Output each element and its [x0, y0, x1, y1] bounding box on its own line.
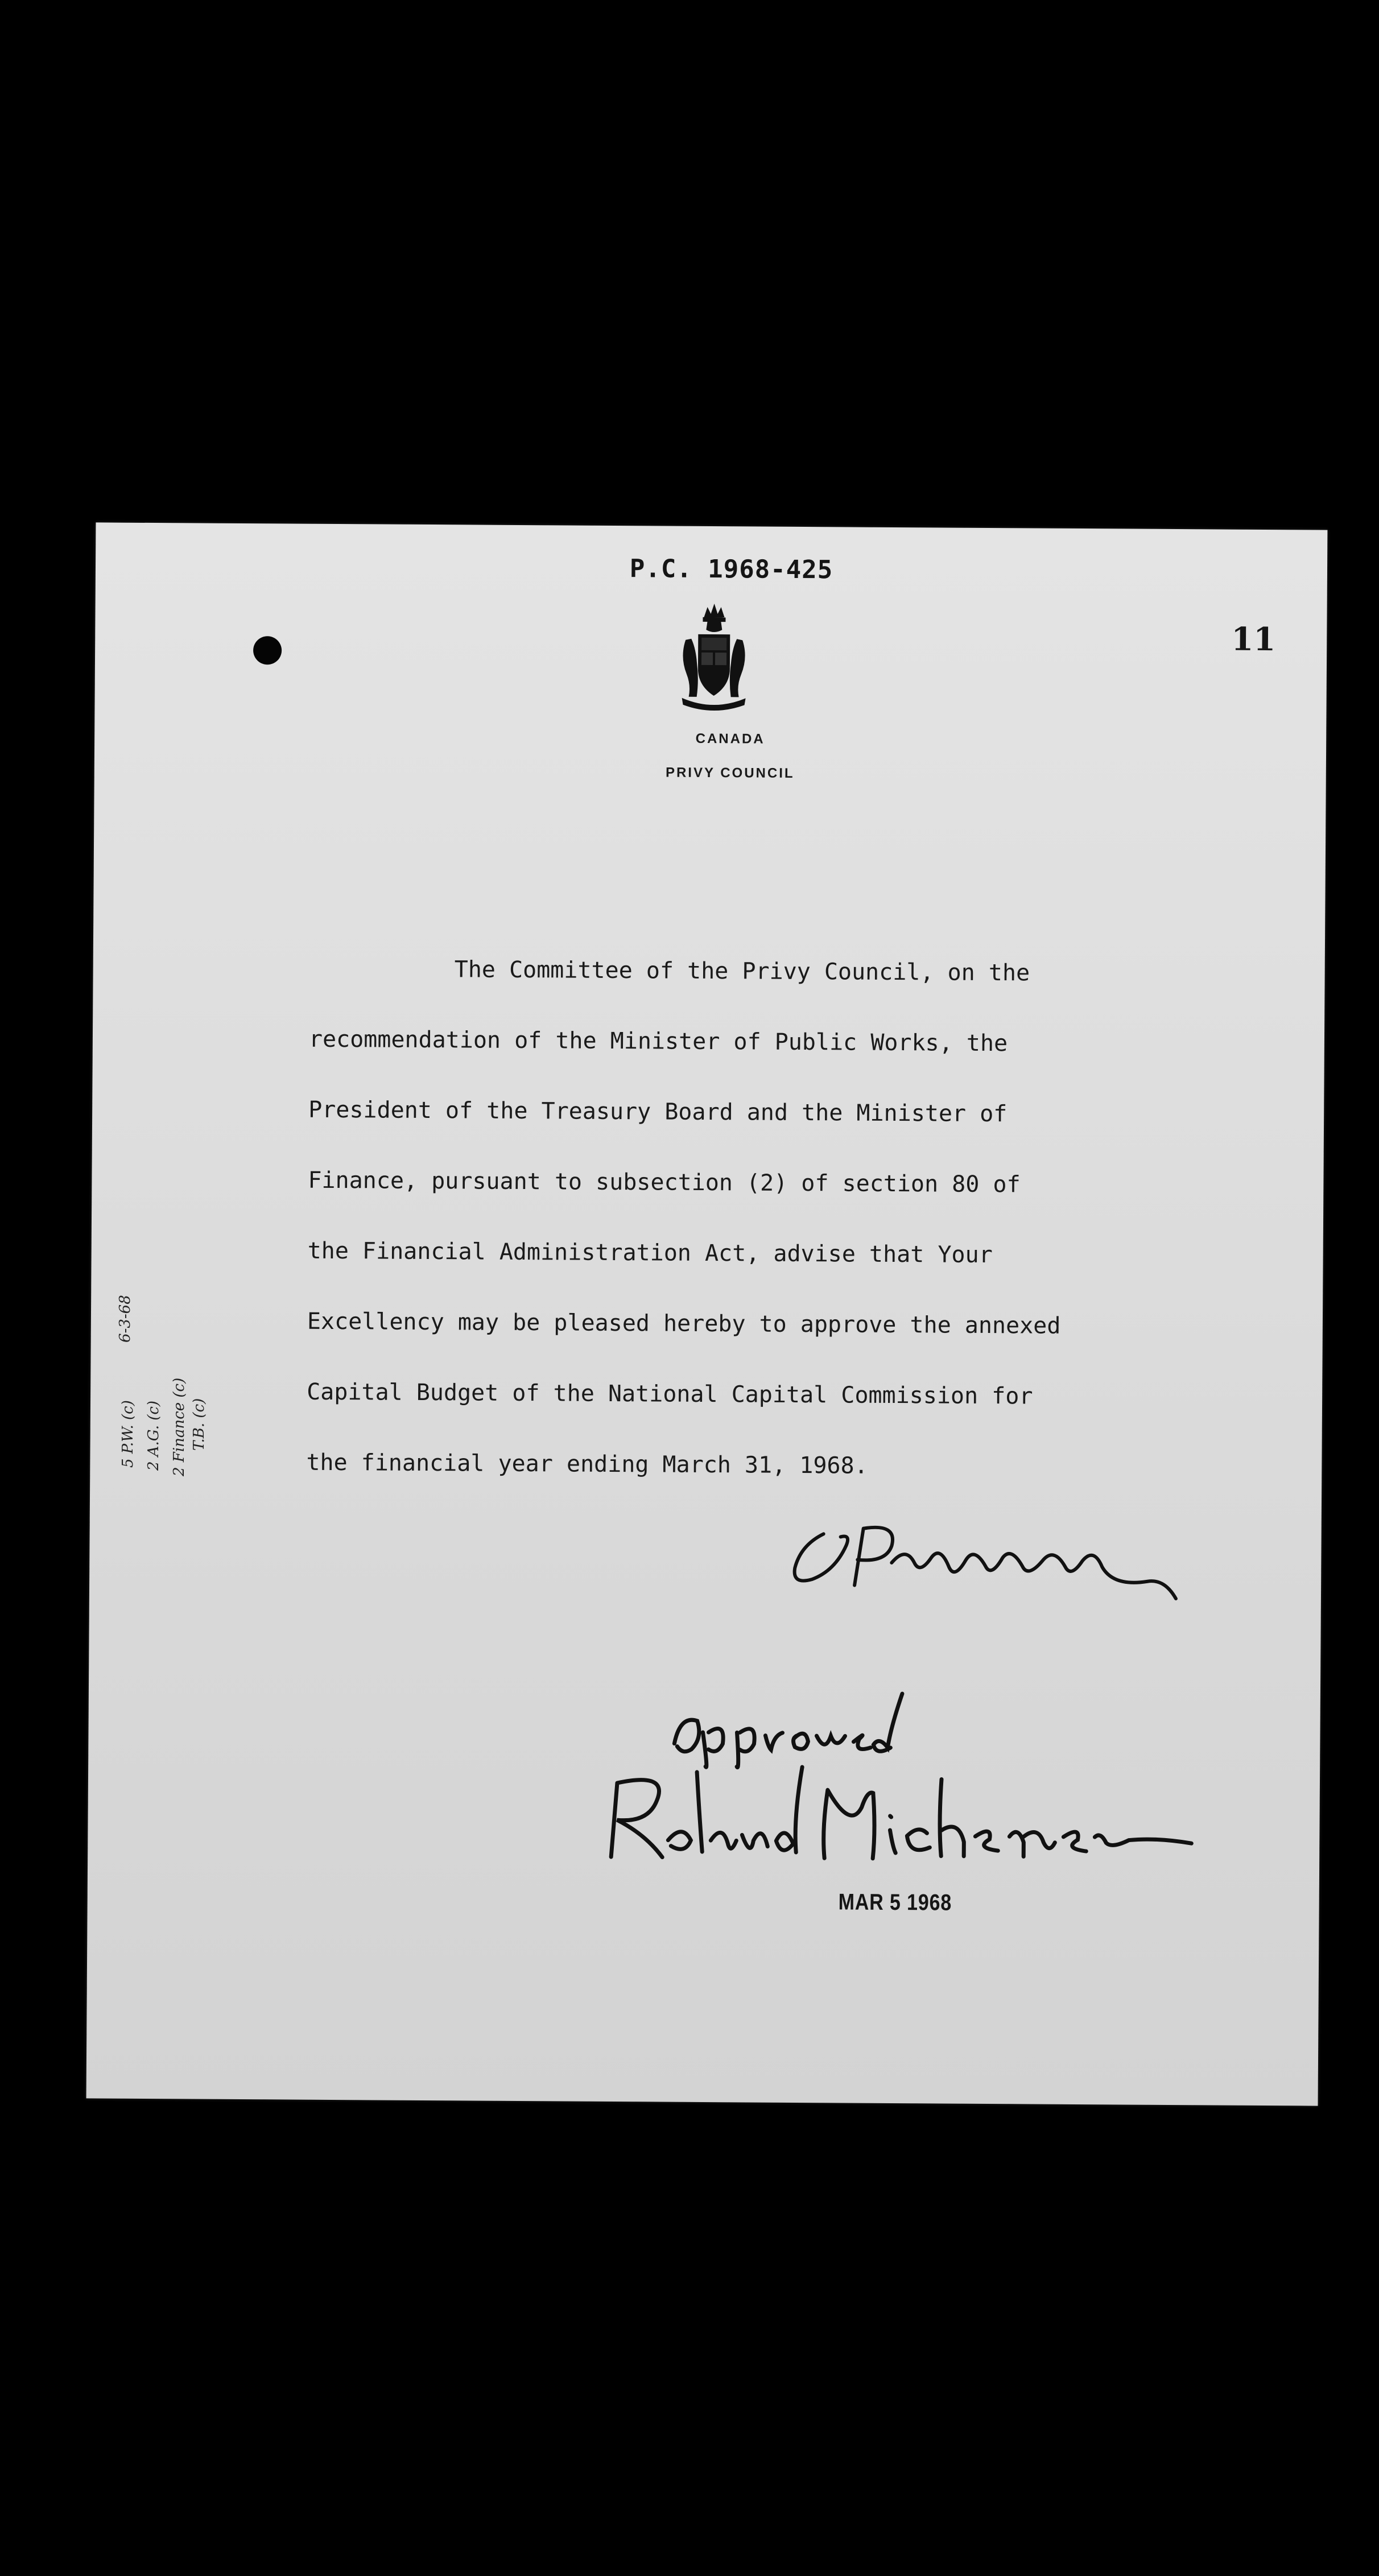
approved-handwriting [663, 1681, 908, 1774]
margin-notes [6, 745, 208, 1476]
margin-note: 2 A.G. (c) [145, 1400, 162, 1471]
body-line: President of the Treasury Board and the Minister of [308, 1096, 1008, 1128]
margin-note: 2 Finance (c) [171, 1377, 188, 1476]
page-number: 11 [1231, 620, 1276, 659]
body-line: The Committee of the Privy Council, on the [454, 956, 1030, 986]
margin-note: 5 P.W. (c) [119, 1400, 137, 1468]
letterhead-council: PRIVY COUNCIL [665, 765, 795, 781]
date-stamp: MAR 5 1968 [838, 1889, 952, 1916]
body-line: the financial year ending March 31, 1968. [306, 1449, 868, 1479]
pm-signature [783, 1511, 1182, 1616]
margin-note: 6-3-68 [117, 1295, 134, 1343]
body-line: recommendation of the Minister of Public Works, the [308, 1026, 1008, 1057]
margin-note: T.B. (c) [191, 1398, 208, 1451]
punch-hole [253, 636, 282, 664]
letterhead-country: CANADA [695, 730, 765, 747]
body-line: Finance, pursuant to subsection (2) of section 80 of [308, 1167, 1021, 1198]
order-number: P.C. 1968-425 [629, 554, 833, 585]
body-line: Excellency may be pleased hereby to approve the annexed [307, 1308, 1061, 1339]
body-line: the Financial Administration Act, advise that Your [307, 1237, 993, 1269]
body-line: Capital Budget of the National Capital Commission for [307, 1378, 1033, 1410]
order-body [306, 934, 1220, 1504]
document-page [86, 522, 1328, 2106]
coat-of-arms-icon [674, 600, 754, 715]
governor-general-signature [600, 1760, 1198, 1877]
